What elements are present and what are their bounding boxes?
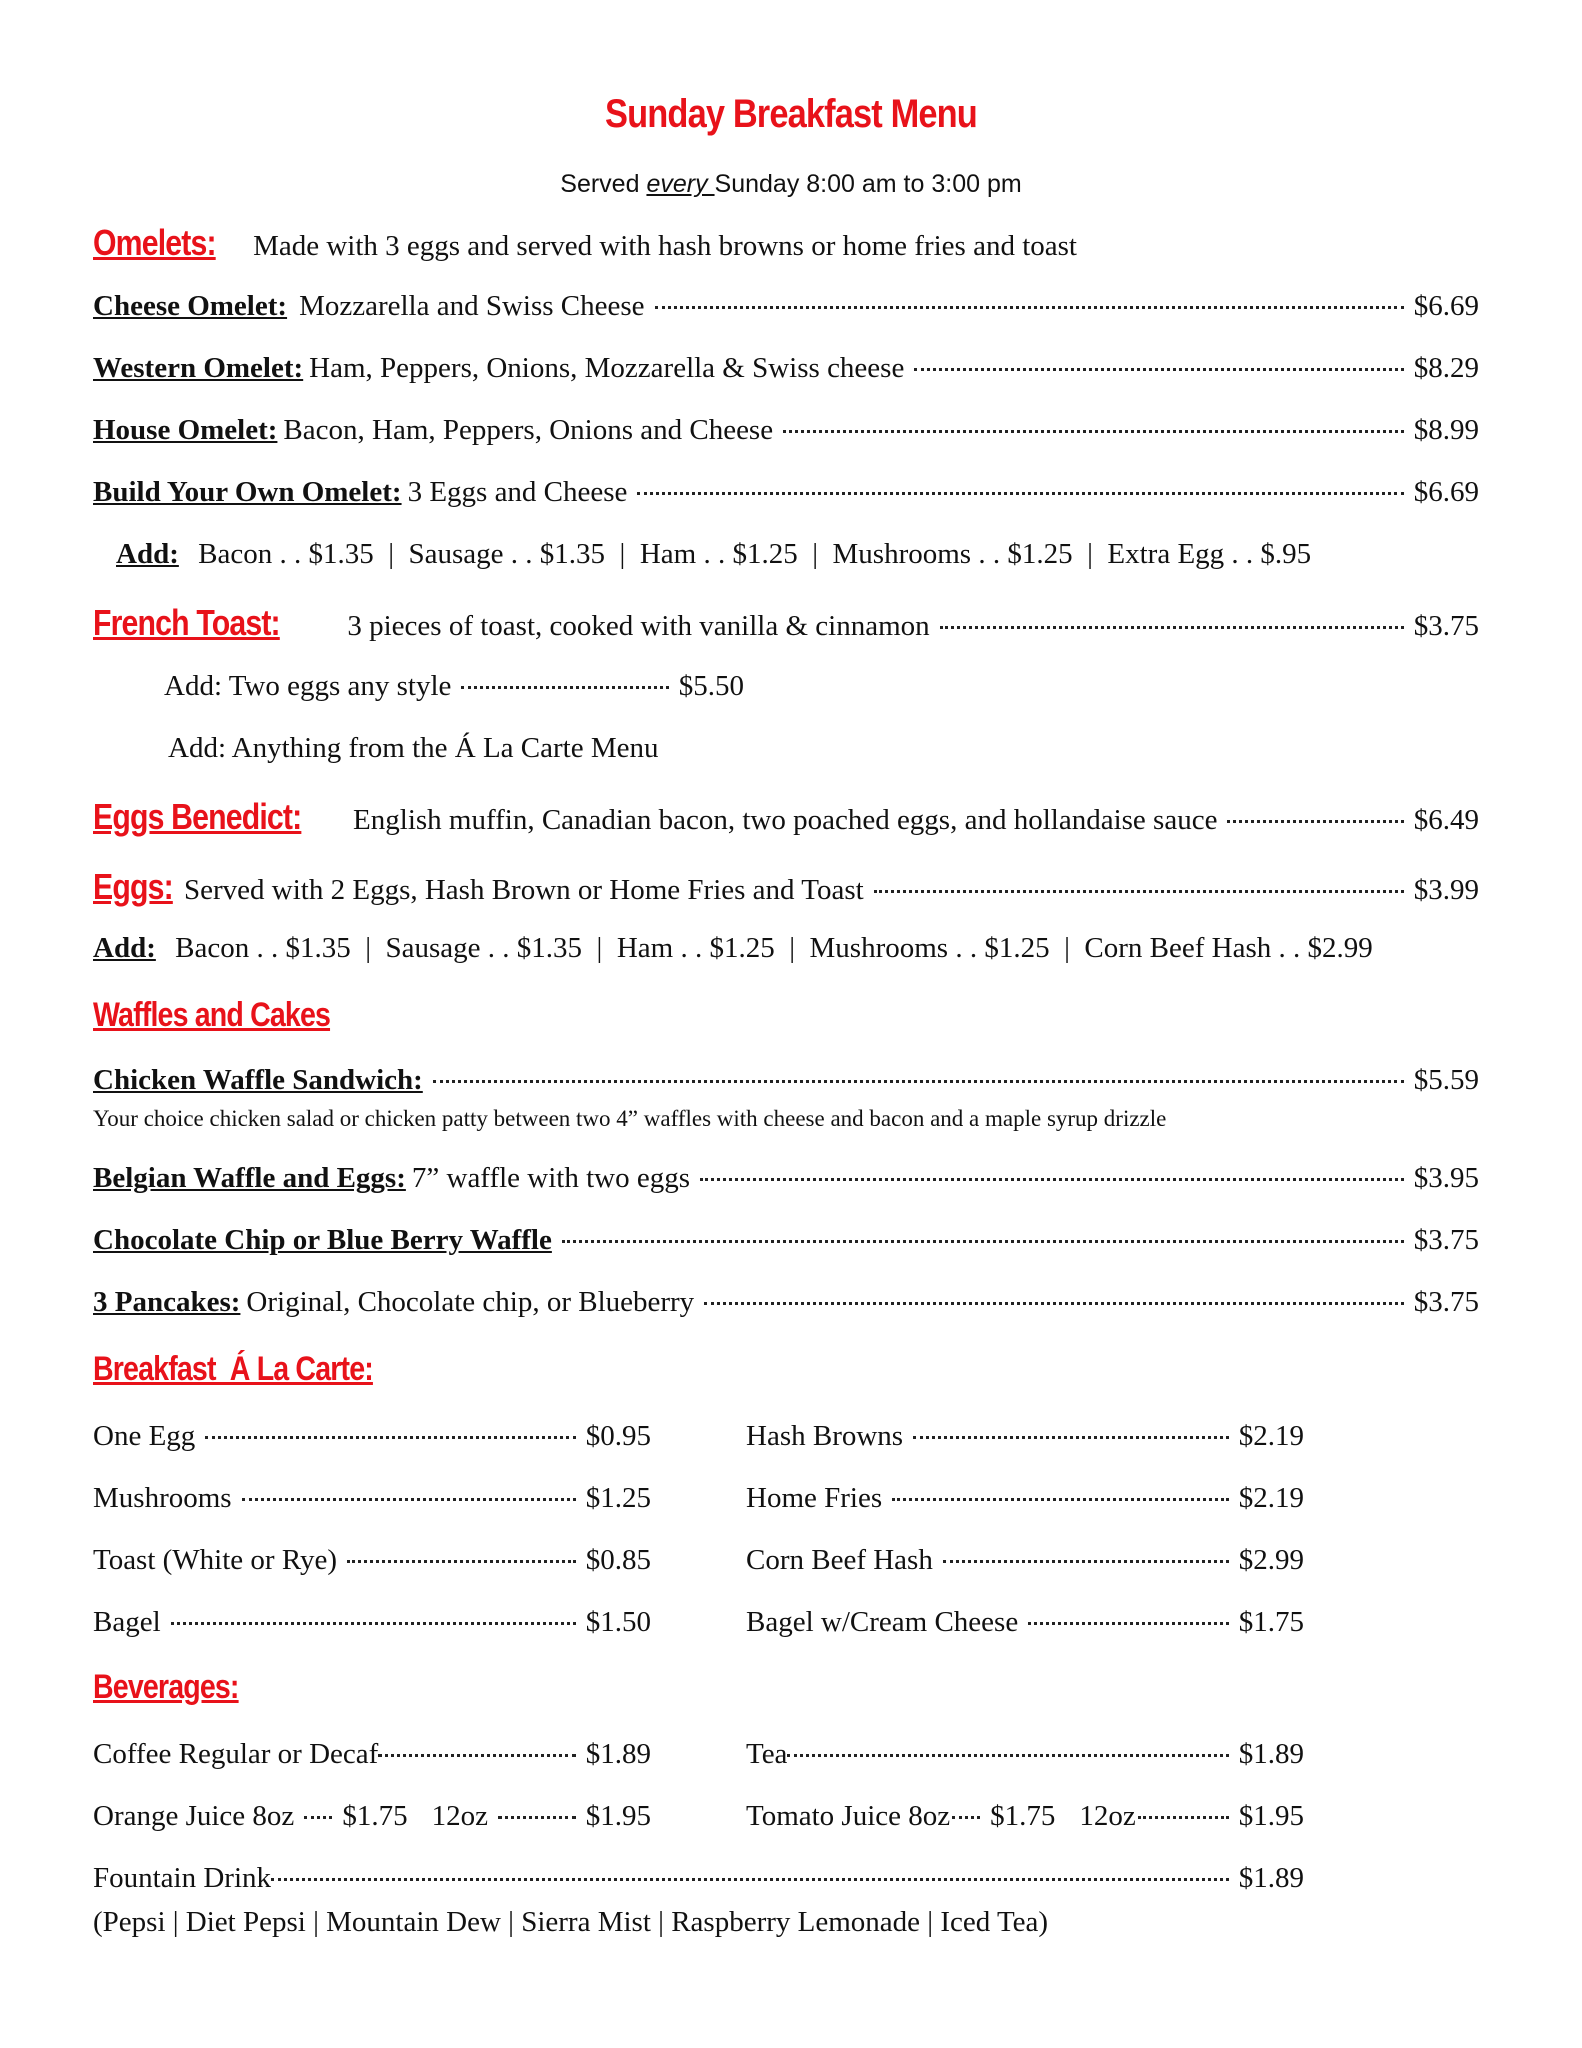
item-name: Western Omelet: (93, 352, 304, 384)
dot-leader (304, 1816, 332, 1819)
eggs-heading: Eggs: (93, 866, 173, 907)
menu-item (93, 1224, 1479, 1257)
add-label: Add: (93, 932, 156, 964)
add-price: $5.50 (678, 670, 744, 702)
waffles-heading: Waffles and Cakes (93, 996, 331, 1034)
item-name: Corn Beef Hash (746, 1544, 933, 1576)
item-name: Orange Juice 8oz (93, 1800, 295, 1832)
beverage-item (93, 1862, 1304, 1895)
alacarte-item (746, 1420, 1304, 1453)
alacarte-item (746, 1482, 1304, 1515)
dot-leader (1227, 820, 1403, 823)
dot-leader (461, 686, 668, 689)
add-label: Add: (116, 538, 179, 570)
french-toast-add-alacarte: Add: Anything from the Á La Carte Menu (168, 732, 659, 764)
item-price: $3.99 (1413, 874, 1479, 906)
item-price: $1.75 (990, 1800, 1056, 1832)
item-price: $1.75 (1238, 1606, 1304, 1638)
alacarte-item (93, 1482, 651, 1515)
dot-leader (562, 1240, 1404, 1243)
item-price: $3.75 (1413, 1224, 1479, 1256)
item-price: $3.95 (1413, 1162, 1479, 1194)
item-price: $0.85 (585, 1544, 651, 1576)
beverages-header (93, 1668, 1479, 1707)
dot-leader (498, 1816, 576, 1819)
dot-leader (943, 1560, 1229, 1563)
item-desc: Mozzarella and Swiss Cheese (299, 290, 645, 322)
add-text: Add: Two eggs any style (164, 670, 452, 702)
menu-item (93, 352, 1479, 385)
menu-item (93, 1286, 1479, 1319)
alacarte-heading: Breakfast Á La Carte: (93, 1350, 373, 1388)
item-price: $8.99 (1413, 414, 1479, 446)
item-name: Tea (746, 1738, 788, 1770)
item-name: Bagel (93, 1606, 161, 1638)
item-price: $1.89 (1238, 1738, 1304, 1770)
dot-leader (913, 1436, 1229, 1439)
item-note: Your choice chicken salad or chicken patty between two 4” waffles with cheese and bacon and a maple syrup drizzle (93, 1106, 1167, 1131)
item-name: Build Your Own Omelet: (93, 476, 402, 508)
menu-subtitle: Served every Sunday 8:00 am to 3:00 pm (560, 170, 1022, 198)
item-desc: Served with 2 Eggs, Hash Brown or Home Fries and Toast (184, 874, 864, 906)
dot-leader (347, 1560, 576, 1563)
menu-item (93, 1064, 1479, 1097)
item-price: $2.99 (1238, 1544, 1304, 1576)
omelets-desc: Made with 3 eggs and served with hash browns or home fries and toast (253, 230, 1077, 262)
dot-leader (783, 430, 1404, 433)
item-name: Tomato Juice 8oz (746, 1800, 951, 1832)
beverage-item (93, 1800, 651, 1833)
menu-item (93, 290, 1479, 323)
item-size: 12oz (431, 1800, 488, 1832)
item-name: Mushrooms (93, 1482, 232, 1514)
dot-leader (892, 1498, 1229, 1501)
french-toast-heading: French Toast: (93, 602, 280, 643)
item-desc: Original, Chocolate chip, or Blueberry (246, 1286, 695, 1318)
item-name: Bagel w/Cream Cheese (746, 1606, 1019, 1638)
menu-title: Sunday Breakfast Menu (605, 92, 977, 136)
omelets-header (93, 222, 1479, 264)
dot-leader (205, 1436, 575, 1439)
item-price: $3.75 (1413, 610, 1479, 642)
item-name: Hash Browns (746, 1420, 904, 1452)
item-name: Coffee Regular or Decaf (93, 1738, 379, 1770)
dot-leader (637, 492, 1403, 495)
dot-leader (700, 1178, 1404, 1181)
item-desc: 7” waffle with two eggs (411, 1162, 690, 1194)
eggs-benedict-item (93, 796, 1479, 838)
alacarte-header (93, 1350, 1479, 1389)
alacarte-item (746, 1544, 1304, 1577)
dot-leader (242, 1498, 576, 1501)
item-price: $6.69 (1413, 476, 1479, 508)
item-desc: 3 Eggs and Cheese (407, 476, 628, 508)
item-price: $1.75 (342, 1800, 408, 1832)
alacarte-item (93, 1420, 651, 1453)
item-price: $8.29 (1413, 352, 1479, 384)
item-price: $1.95 (585, 1800, 651, 1832)
add-options: Bacon . . $1.35 | Sausage . . $1.35 | Ham . . $1.25 | Mushrooms . . $1.25 | Extra Egg . . $.95 (198, 538, 1312, 570)
item-name: One Egg (93, 1420, 196, 1452)
dot-leader (940, 626, 1404, 629)
dot-leader (171, 1622, 576, 1625)
dot-leader (655, 306, 1404, 309)
item-price: $3.75 (1413, 1286, 1479, 1318)
item-price: $6.49 (1413, 804, 1479, 836)
omelets-heading: Omelets: (93, 222, 216, 263)
beverage-item (746, 1800, 1304, 1833)
item-name: Cheese Omelet: (93, 290, 288, 322)
item-price: $2.19 (1238, 1482, 1304, 1514)
dot-leader (433, 1080, 1404, 1083)
french-toast-add-eggs (164, 670, 744, 703)
french-toast-item (93, 602, 1479, 644)
eggs-benedict-heading: Eggs Benedict: (93, 796, 302, 837)
item-name: Belgian Waffle and Eggs: (93, 1162, 406, 1194)
dot-leader (787, 1754, 1228, 1757)
add-options: Bacon . . $1.35 | Sausage . . $1.35 | Ham . . $1.25 | Mushrooms . . $1.25 | Corn Beef Hash . . $2.99 (175, 932, 1373, 964)
item-name: House Omelet: (93, 414, 278, 446)
beverage-item (93, 1738, 651, 1771)
item-price: $1.89 (585, 1738, 651, 1770)
dot-leader (704, 1302, 1404, 1305)
item-name: Fountain Drink (93, 1862, 272, 1894)
item-name: Chocolate Chip or Blue Berry Waffle (93, 1224, 552, 1256)
waffles-header (93, 996, 1479, 1035)
dot-leader (874, 890, 1404, 893)
item-desc: English muffin, Canadian bacon, two poached eggs, and hollandaise sauce (353, 804, 1218, 836)
item-price: $0.95 (585, 1420, 651, 1452)
item-price: $1.50 (585, 1606, 651, 1638)
item-name: Chicken Waffle Sandwich: (93, 1064, 423, 1096)
dot-leader (1028, 1622, 1229, 1625)
item-price: $1.89 (1238, 1862, 1304, 1894)
item-price: $1.95 (1238, 1800, 1304, 1832)
item-price: $6.69 (1413, 290, 1479, 322)
item-desc: Ham, Peppers, Onions, Mozzarella & Swiss cheese (309, 352, 905, 384)
alacarte-item (93, 1544, 651, 1577)
omelets-add-line (116, 538, 1311, 571)
item-desc: 3 pieces of toast, cooked with vanilla & cinnamon (347, 610, 930, 642)
item-desc: Bacon, Ham, Peppers, Onions and Cheese (283, 414, 774, 446)
menu-item (93, 414, 1479, 447)
fountain-options: (Pepsi | Diet Pepsi | Mountain Dew | Sierra Mist | Raspberry Lemonade | Iced Tea) (93, 1906, 1049, 1938)
dot-leader (378, 1754, 575, 1757)
eggs-add-line (93, 932, 1373, 965)
beverages-heading: Beverages: (93, 1668, 239, 1706)
dot-leader (1138, 1816, 1229, 1819)
item-size: 12oz (1079, 1800, 1136, 1832)
dot-leader (914, 368, 1403, 371)
item-name: 3 Pancakes: (93, 1286, 241, 1318)
item-price: $2.19 (1238, 1420, 1304, 1452)
menu-item (93, 476, 1479, 509)
item-name: Home Fries (746, 1482, 883, 1514)
menu-item (93, 1162, 1479, 1195)
dot-leader (952, 1816, 980, 1819)
alacarte-item (93, 1606, 651, 1639)
item-name: Toast (White or Rye) (93, 1544, 338, 1576)
item-price: $1.25 (585, 1482, 651, 1514)
alacarte-item (746, 1606, 1304, 1639)
item-price: $5.59 (1413, 1064, 1479, 1096)
eggs-item (93, 866, 1479, 908)
beverage-item (746, 1738, 1304, 1771)
dot-leader (271, 1878, 1229, 1881)
